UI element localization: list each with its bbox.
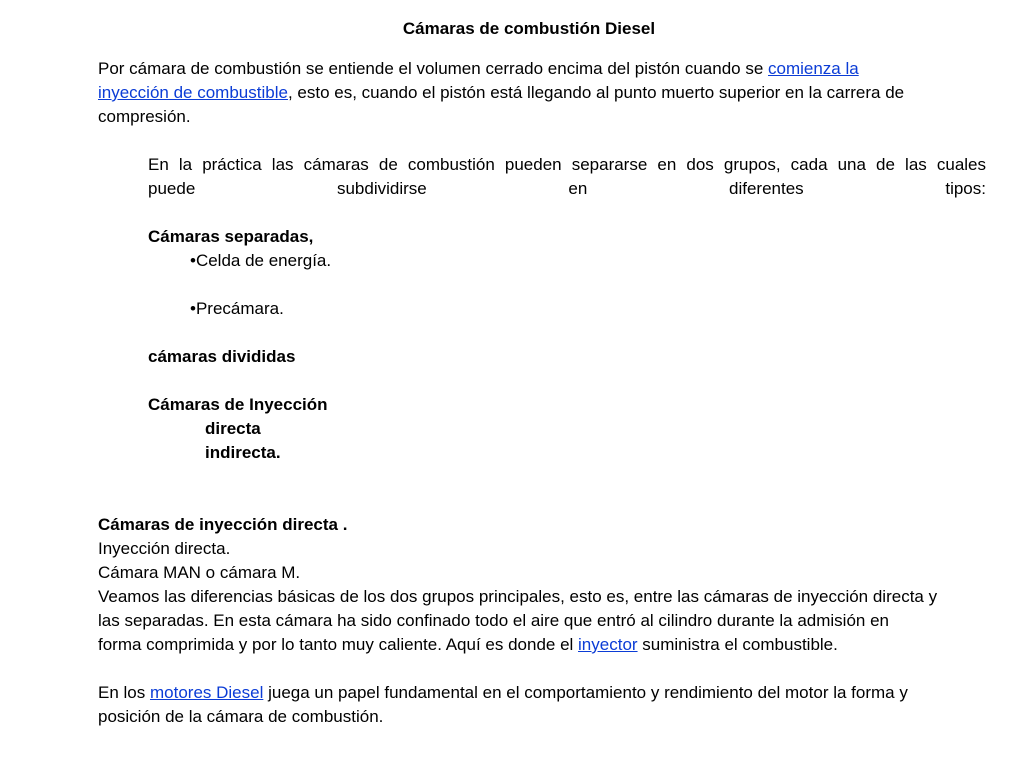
divided-heading: cámaras divididas: [148, 347, 296, 366]
direct-line-2: Cámara MAN o cámara M.: [98, 563, 301, 582]
intro-text-after: , esto es, cuando el pistón está llegando al punto muerto superior en la carrera de: [287, 83, 905, 102]
closing-line-1: [98, 681, 988, 705]
injection-sub-indirecta: indirecta.: [205, 443, 281, 462]
direct-line-3: Veamos las diferencias básicas de los dos grupos principales, esto es, entre las cámaras de inyección directa y: [98, 587, 938, 606]
intro-text-before: Por cámara de combustión se entiende el volumen cerrado encima del pistón cuando se: [98, 59, 768, 78]
direct-section: [98, 513, 988, 657]
closing-after: juega un papel fundamental en el comportamiento y rendimiento del motor la forma y: [263, 683, 908, 702]
separated-item-celda: •Celda de energía.: [190, 251, 332, 270]
separated-item-precamara: •Precámara.: [190, 299, 284, 318]
separated-heading: Cámaras separadas,: [148, 227, 314, 246]
direct-line-5-after: suministra el combustible.: [637, 635, 838, 654]
intro-line-2: [98, 81, 988, 105]
practice-line-1: En la práctica las cámaras de combustión pueden separarse en dos grupos, cada una de las cuales: [148, 155, 986, 174]
intro-paragraph: [98, 57, 988, 129]
link-comienza-la[interactable]: comienza la: [768, 59, 859, 78]
link-inyector[interactable]: inyector: [578, 635, 638, 654]
direct-line-5-before: forma comprimida y por lo tanto muy caliente. Aquí es donde el: [98, 635, 579, 654]
link-motores-diesel[interactable]: motores Diesel: [149, 683, 264, 702]
intro-line-1: [98, 57, 988, 81]
direct-heading: Cámaras de inyección directa .: [98, 515, 348, 534]
closing-before: En los: [98, 683, 150, 702]
direct-line-5: [98, 633, 988, 657]
link-inyeccion-de-combustible[interactable]: inyección de combustible: [98, 83, 288, 102]
practice-line-2: puede subdividirse en diferentes tipos:: [148, 179, 986, 198]
closing-line-2: posición de la cámara de combustión.: [98, 707, 384, 726]
intro-line-3: compresión.: [98, 107, 191, 126]
closing-paragraph: [98, 681, 988, 729]
injection-heading: Cámaras de Inyección: [148, 395, 328, 414]
direct-line-1: Inyección directa.: [98, 539, 231, 558]
injection-sub-directa: directa: [205, 419, 261, 438]
practice-paragraph: [148, 153, 986, 201]
direct-line-4: las separadas. En esta cámara ha sido confinado todo el aire que entró al cilindro durante la admisión en: [98, 611, 889, 630]
page-title: Cámaras de combustión Diesel: [402, 19, 656, 38]
